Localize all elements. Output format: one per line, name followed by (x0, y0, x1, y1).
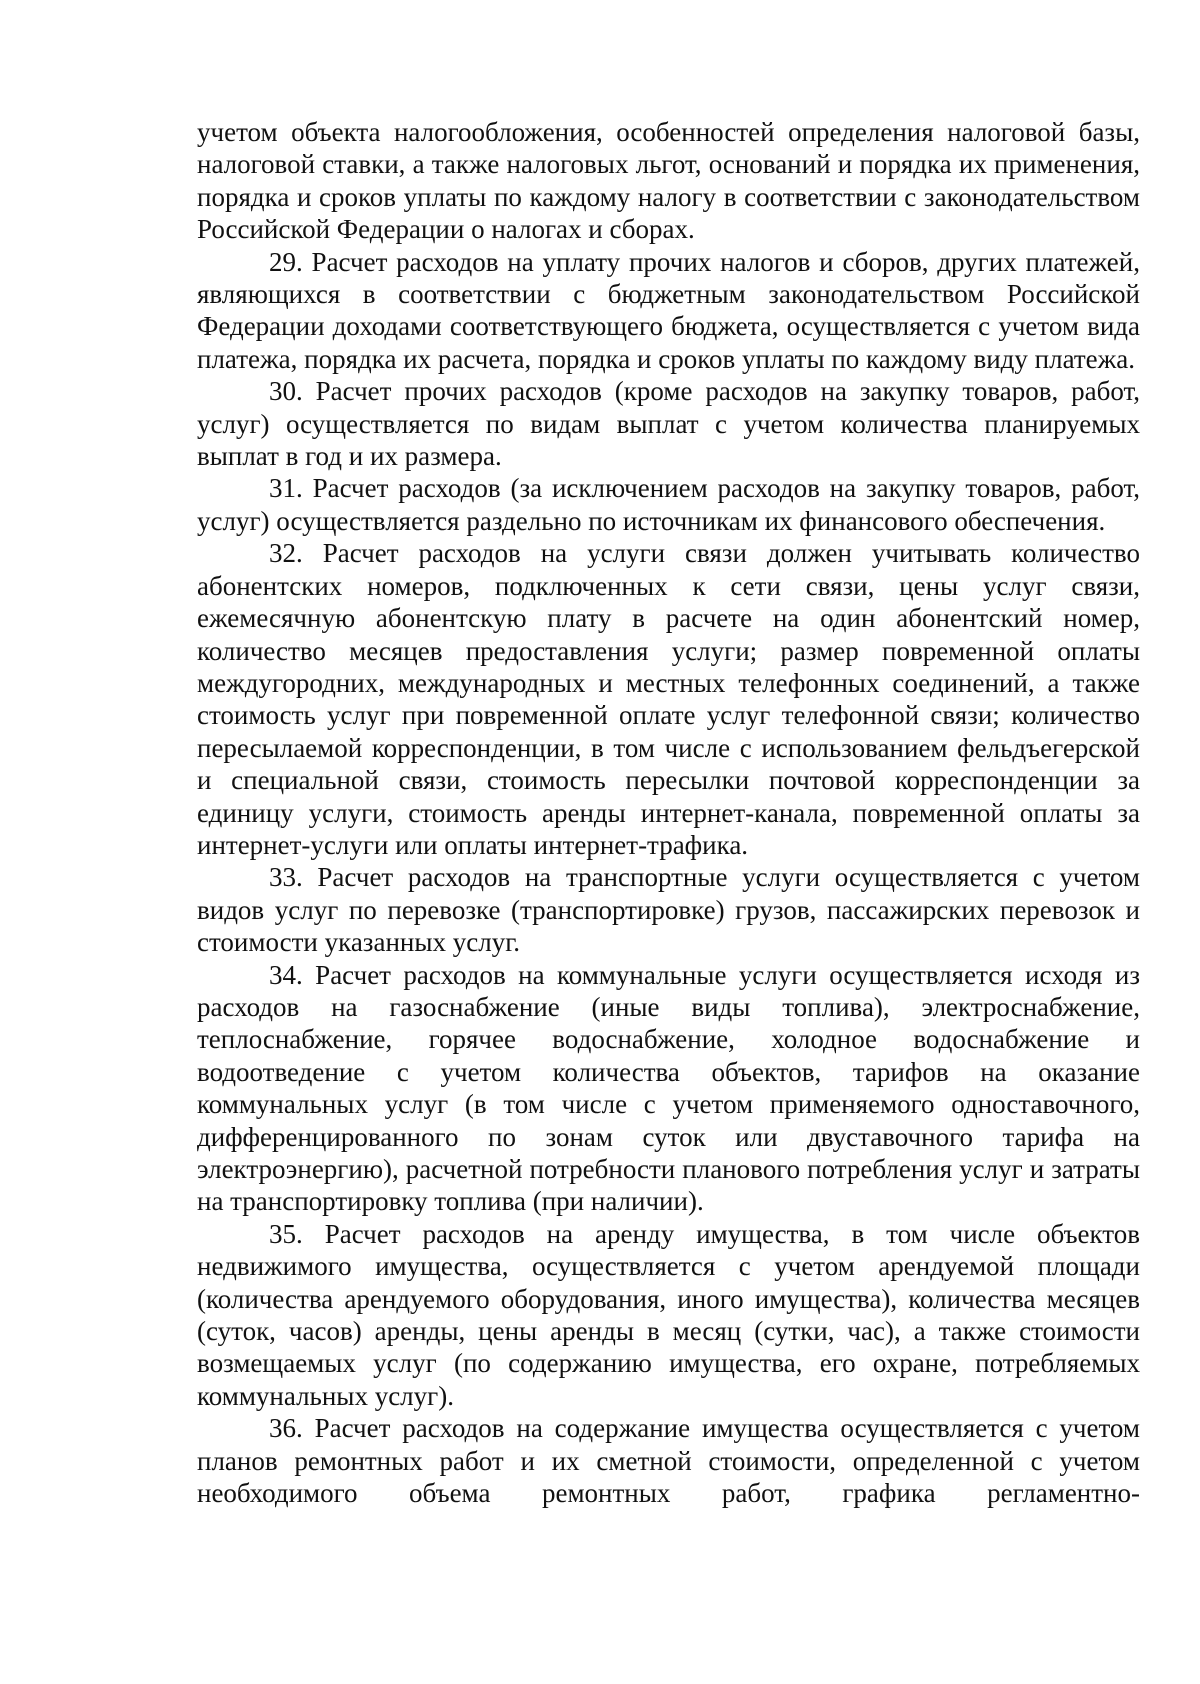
paragraph-34: 34. Расчет расходов на коммунальные услуги осуществляется исходя из расходов на газоснабжение (иные виды топлива), электроснабжение, теплоснабжение, горячее водоснабжение, холодное водоснабжение и водоотведение с учетом количества объектов, тарифов на оказание коммунальных услуг (в том числе с учетом применяемого одноставочного, дифференцированного по зонам суток или двуставочного тарифа на электроэнергию), расчетной потребности планового потребления услуг и затраты на транспортировку топлива (при наличии). (197, 959, 1140, 1217)
paragraph-31: 31. Расчет расходов (за исключением расходов на закупку товаров, работ, услуг) осуществляется раздельно по источникам их финансового обеспечения. (197, 473, 1140, 536)
paragraph-33: 33. Расчет расходов на транспортные услуги осуществляется с учетом видов услуг по перевозке (транспортировке) грузов, пассажирских перевозок и стоимости указанных услуг. (197, 862, 1140, 958)
paragraph-36: 36. Расчет расходов на содержание имущества осуществляется с учетом планов ремонтных работ и их сметной стоимости, определенной с учетом необходимого объема ремонтных работ, графика регламентно- (197, 1413, 1140, 1509)
document-body (197, 116, 1140, 1509)
paragraph-30: 30. Расчет прочих расходов (кроме расходов на закупку товаров, работ, услуг) осуществляется по видам выплат с учетом количества планируемых выплат в год и их размера. (197, 376, 1140, 472)
paragraph-29: 29. Расчет расходов на уплату прочих налогов и сборов, других платежей, являющихся в соответствии с бюджетным законодательством Российской Федерации доходами соответствующего бюджета, осуществляется с учетом вида платежа, порядка их расчета, порядка и сроков уплаты по каждому виду платежа. (197, 246, 1140, 374)
paragraph-35: 35. Расчет расходов на аренду имущества, в том числе объектов недвижимого имущества, осуществляется с учетом арендуемой площади (количества арендуемого оборудования, иного имущества), количества месяцев (суток, часов) аренды, цены аренды в месяц (сутки, час), а также стоимости возмещаемых услуг (по содержанию имущества, его охране, потребляемых коммунальных услуг). (197, 1218, 1140, 1411)
paragraph-28-continuation: учетом объекта налогообложения, особенностей определения налоговой базы, налоговой ставки, а также налоговых льгот, оснований и порядка их применения, порядка и сроков уплаты по каждому налогу в соответствии с законодательством Российской Федерации о налогах и сборах. (197, 117, 1140, 245)
paragraph-32: 32. Расчет расходов на услуги связи должен учитывать количество абонентских номеров, подключенных к сети связи, цены услуг связи, ежемесячную абонентскую плату в расчете на один абонентский номер, количество месяцев предоставления услуги; размер повременной оплаты междугородних, международных и местных телефонных соединений, а также стоимость услуг при повременной оплате услуг телефонной связи; количество пересылаемой корреспонденции, в том числе с использованием фельдъегерской и специальной связи, стоимость пересылки почтовой корреспонденции за единицу услуги, стоимость аренды интернет-канала, повременной оплаты за интернет-услуги или оплаты интернет-трафика. (197, 538, 1140, 860)
